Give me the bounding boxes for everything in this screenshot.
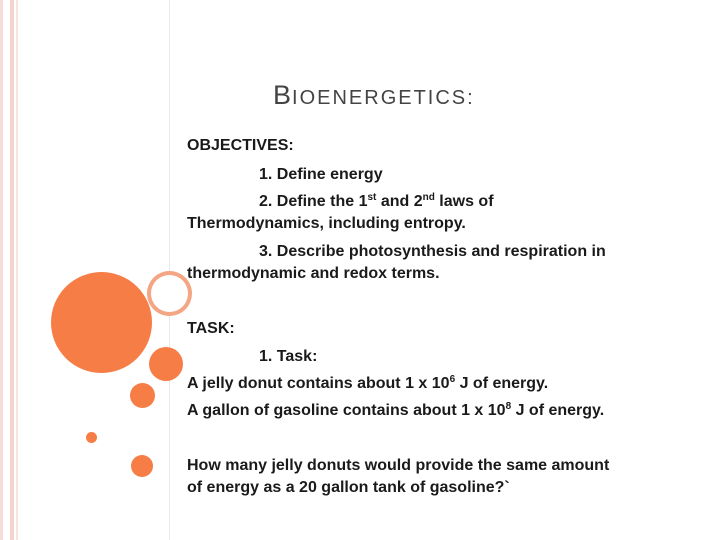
objective-item-2-continued: Thermodynamics, including entropy. [187,215,466,232]
decorative-circle-tiny [86,432,97,443]
objective-item-3: 3. Describe photosynthesis and respiration in [259,243,606,260]
left-border-stripe [10,0,14,540]
left-border-stripe [16,0,18,540]
objective-item-3-continued: thermodynamic and redox terms. [187,265,440,282]
decorative-circle-large [51,272,152,373]
decorative-circle [130,383,155,408]
left-border-stripe [0,0,3,540]
objective-item-1: 1. Define energy [259,166,383,183]
question-line-1: How many jelly donuts would provide the same amount [187,457,610,474]
objective-item-2: 2. Define the 1st and 2nd laws of [259,192,494,210]
title-rest: IOENERGETICS [292,87,468,109]
decorative-circle [131,455,153,477]
task-item-1: 1. Task: [259,348,318,365]
vertical-divider-line [169,0,170,540]
task-heading: TASK: [187,320,235,337]
question-line-2: of energy as a 20 gallon tank of gasoline?` [187,479,510,496]
objectives-heading: OBJECTIVES: [187,137,294,154]
title-suffix: : [467,87,475,109]
slide-title [273,80,475,111]
decorative-ring-inner [151,275,188,312]
jelly-donut-energy-line: A jelly donut contains about 1 x $10^6$ J of energy. [187,374,549,392]
decorative-circle [149,347,183,381]
gasoline-energy-line: A gallon of gasoline contains about 1 x $10^8$ J of energy. [187,401,605,419]
title-initial: B [273,80,293,110]
